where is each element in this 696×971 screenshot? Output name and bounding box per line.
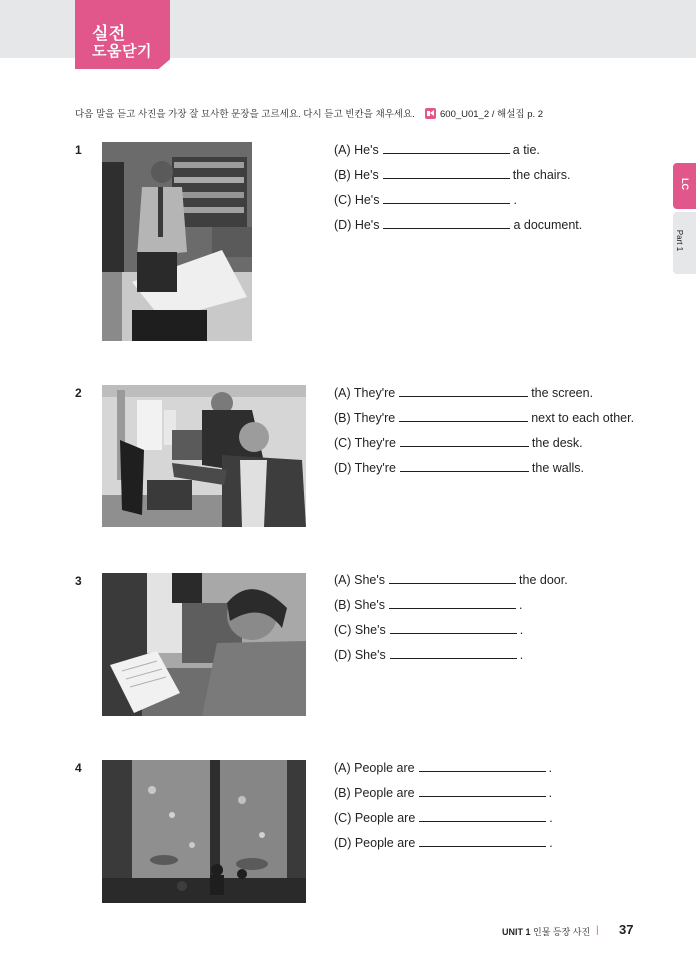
answer-blank[interactable] [400,461,529,472]
answer-blank[interactable] [390,623,517,634]
audio-reference [425,106,543,120]
answer-blank[interactable] [419,786,546,797]
side-tab-part[interactable] [673,212,696,274]
option-row: (D) He's a document. [334,218,583,232]
question-number: 2 [75,386,82,400]
footer-unit-title: 인물 등장 사진 [533,927,591,937]
option-row: (D) They're the walls. [334,461,584,475]
answer-blank[interactable] [419,811,546,822]
answer-blank[interactable] [383,193,510,204]
footer-unit-label: UNIT 1 [502,927,531,937]
page-number: 37 [619,922,634,937]
option-row: (B) He's the chairs. [334,168,571,182]
question-number: 4 [75,761,82,775]
answer-blank[interactable] [419,836,546,847]
answer-blank[interactable] [383,143,510,154]
footer-separator: | [596,925,599,936]
badge-title-line1: 실전 [92,24,126,43]
option-row: (A) He's a tie. [334,143,540,157]
answer-blank[interactable] [389,598,516,609]
speaker-icon [425,108,436,119]
option-row: (A) They're the screen. [334,386,594,400]
answer-blank[interactable] [399,411,528,422]
answer-blank[interactable] [383,218,510,229]
option-row: (A) She's the door. [334,573,568,587]
photo-man-reviewing-blueprint [102,142,252,341]
side-tab-lc-label: LC [680,178,690,190]
option-row: (C) She's . [334,623,524,637]
option-row: (D) People are . [334,836,553,850]
option-row: (B) People are . [334,786,553,800]
instruction-text: 다음 말을 듣고 사진을 가장 잘 묘사한 문장을 고르세요. 다시 듣고 빈칸을 채우세요. [75,109,415,120]
option-row: (A) People are . [334,761,553,775]
answer-blank[interactable] [400,436,529,447]
option-row: (B) They're next to each other. [334,411,635,425]
photo-people-at-aquarium [102,760,306,903]
answer-blank[interactable] [399,386,528,397]
badge-title-line2: 도움닫기 [92,43,152,60]
question-number: 3 [75,574,82,588]
photo-woman-reading-paper [102,573,306,716]
option-row: (C) People are . [334,811,553,825]
option-row: (B) She's . [334,598,523,612]
side-tab-part-label: Part 1 [675,229,685,252]
answer-blank[interactable] [389,573,516,584]
answer-blank[interactable] [383,168,510,179]
side-tab-lc[interactable] [673,163,696,209]
option-row: (C) He's . [334,193,517,207]
audio-reference-text: 600_U01_2 / 해설집 p. 2 [440,109,544,120]
answer-blank[interactable] [390,648,517,659]
option-row: (C) They're the desk. [334,436,583,450]
footer-unit [502,925,590,938]
photo-people-at-computer [102,385,306,527]
question-number: 1 [75,143,82,157]
answer-blank[interactable] [419,761,546,772]
option-row: (D) She's . [334,648,524,662]
